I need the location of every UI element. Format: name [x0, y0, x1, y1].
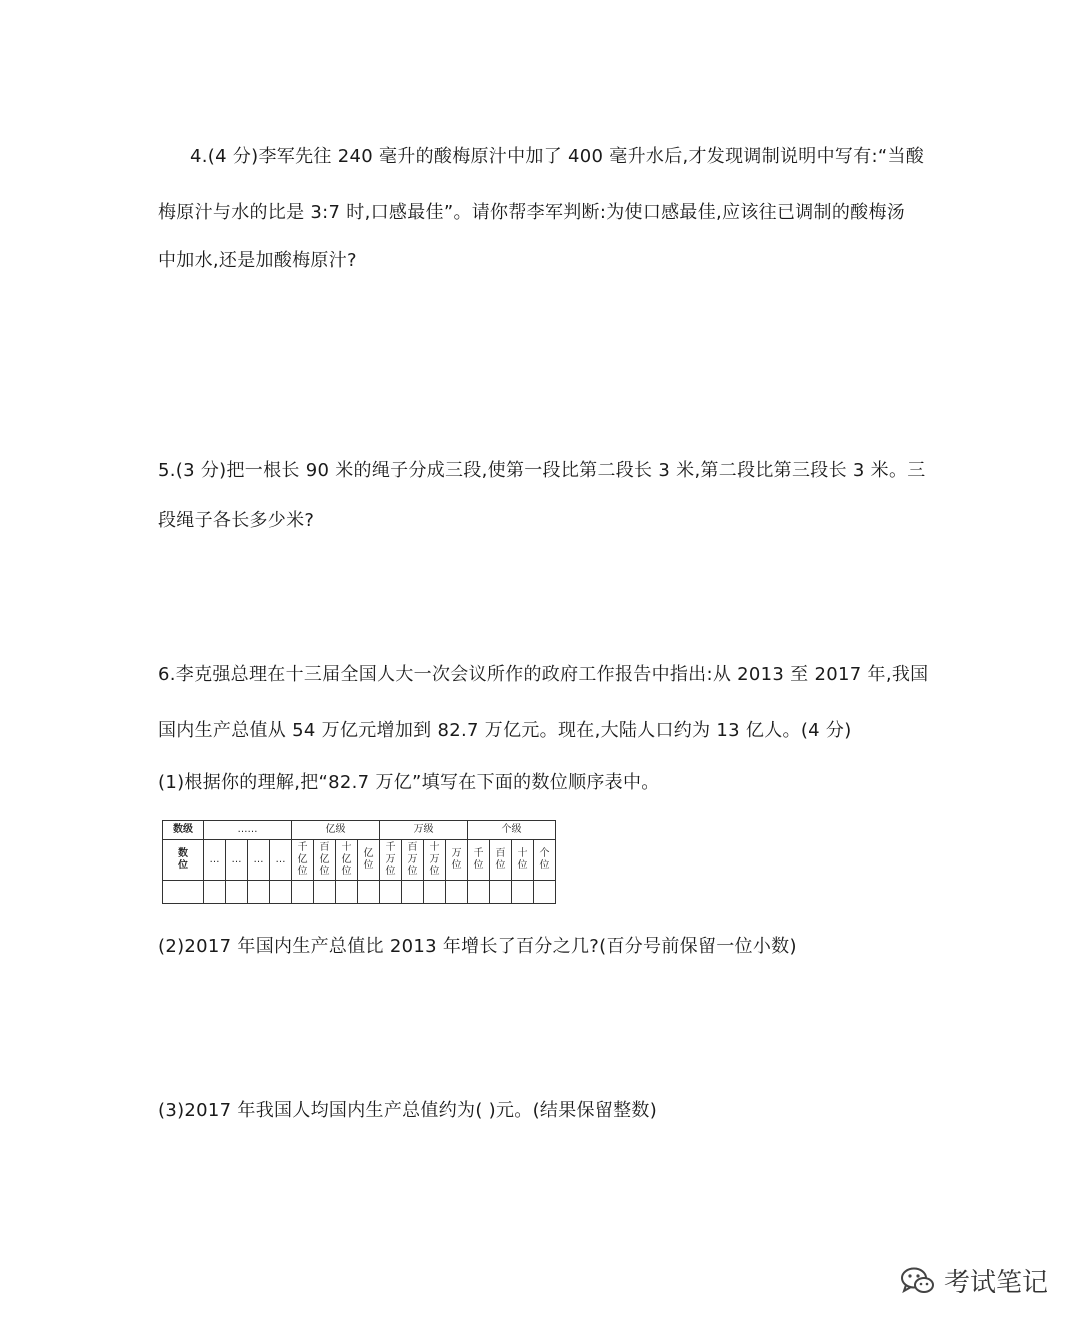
- q4-line-2: 梅原汁与水的比是 3:7 时,口感最佳”。请你帮李军判断:为使口感最佳,应该往已调制的酸梅汤: [158, 202, 906, 223]
- q6-subquestion-2: (2)2017 年国内生产总值比 2013 年增长了百分之几?(百分号前保留一位小数): [158, 936, 797, 957]
- q5-line-2: 段绳子各长多少米?: [158, 510, 315, 531]
- answer-cell: [468, 881, 490, 904]
- digit-cell: 千亿位: [292, 840, 314, 881]
- digit-cell: 千位: [468, 840, 490, 881]
- digit-cell: 亿位: [358, 840, 380, 881]
- answer-cell: [336, 881, 358, 904]
- answer-cell: [380, 881, 402, 904]
- answer-cell: [248, 881, 270, 904]
- digit-cell: 千万位: [380, 840, 402, 881]
- wechat-icon: [900, 1266, 936, 1296]
- digit-cell: 个位: [534, 840, 556, 881]
- digits-label: 数位: [163, 840, 204, 881]
- q6-line-1: 6.李克强总理在十三届全国人大一次会议所作的政府工作报告中指出:从 2013 至 2017 年,我国: [158, 664, 929, 685]
- answer-cell: [534, 881, 556, 904]
- answer-cell: [163, 881, 204, 904]
- table-row-answer: [163, 881, 556, 904]
- answer-cell: [358, 881, 380, 904]
- digit-cell: …: [226, 840, 248, 881]
- answer-cell: [226, 881, 248, 904]
- answer-cell: [490, 881, 512, 904]
- watermark-text: 考试笔记: [944, 1268, 1049, 1298]
- digit-cell: 十亿位: [336, 840, 358, 881]
- q6-line-2: 国内生产总值从 54 万亿元增加到 82.7 万亿元。现在,大陆人口约为 13 亿人。(4 分): [158, 720, 852, 741]
- q4-line-1: 4.(4 分)李军先往 240 毫升的酸梅原汁中加了 400 毫升水后,才发现调制说明中写有:“当酸: [190, 146, 925, 167]
- q6-subquestion-1: (1)根据你的理解,把“82.7 万亿”填写在下面的数位顺序表中。: [158, 772, 660, 793]
- place-value-table: [162, 820, 556, 904]
- answer-cell: [204, 881, 226, 904]
- digit-cell: 百万位: [402, 840, 424, 881]
- answer-cell: [424, 881, 446, 904]
- digit-cell: 万位: [446, 840, 468, 881]
- digit-cell: …: [270, 840, 292, 881]
- answer-cell: [512, 881, 534, 904]
- q6-subquestion-3: (3)2017 年我国人均国内生产总值约为( )元。(结果保留整数): [158, 1100, 658, 1121]
- answer-cell: [402, 881, 424, 904]
- q5-line-1: 5.(3 分)把一根长 90 米的绳子分成三段,使第一段比第二段长 3 米,第二段比第三段长 3 米。三: [158, 460, 926, 481]
- digit-cell: 百位: [490, 840, 512, 881]
- answer-cell: [270, 881, 292, 904]
- table-row-digits: [163, 840, 556, 881]
- q4-line-3: 中加水,还是加酸梅原汁?: [158, 250, 357, 271]
- group-ellipsis: ……: [204, 821, 292, 840]
- table-row-levels: [163, 821, 556, 840]
- group-yi: 亿级: [292, 821, 380, 840]
- answer-cell: [314, 881, 336, 904]
- answer-cell: [446, 881, 468, 904]
- watermark: [900, 1262, 1048, 1299]
- digit-cell: …: [248, 840, 270, 881]
- digit-cell: 百亿位: [314, 840, 336, 881]
- answer-cell: [292, 881, 314, 904]
- digit-cell: …: [204, 840, 226, 881]
- digit-cell: 十万位: [424, 840, 446, 881]
- group-ge: 个级: [468, 821, 556, 840]
- levels-label: 数级: [163, 821, 204, 840]
- group-wan: 万级: [380, 821, 468, 840]
- digit-cell: 十位: [512, 840, 534, 881]
